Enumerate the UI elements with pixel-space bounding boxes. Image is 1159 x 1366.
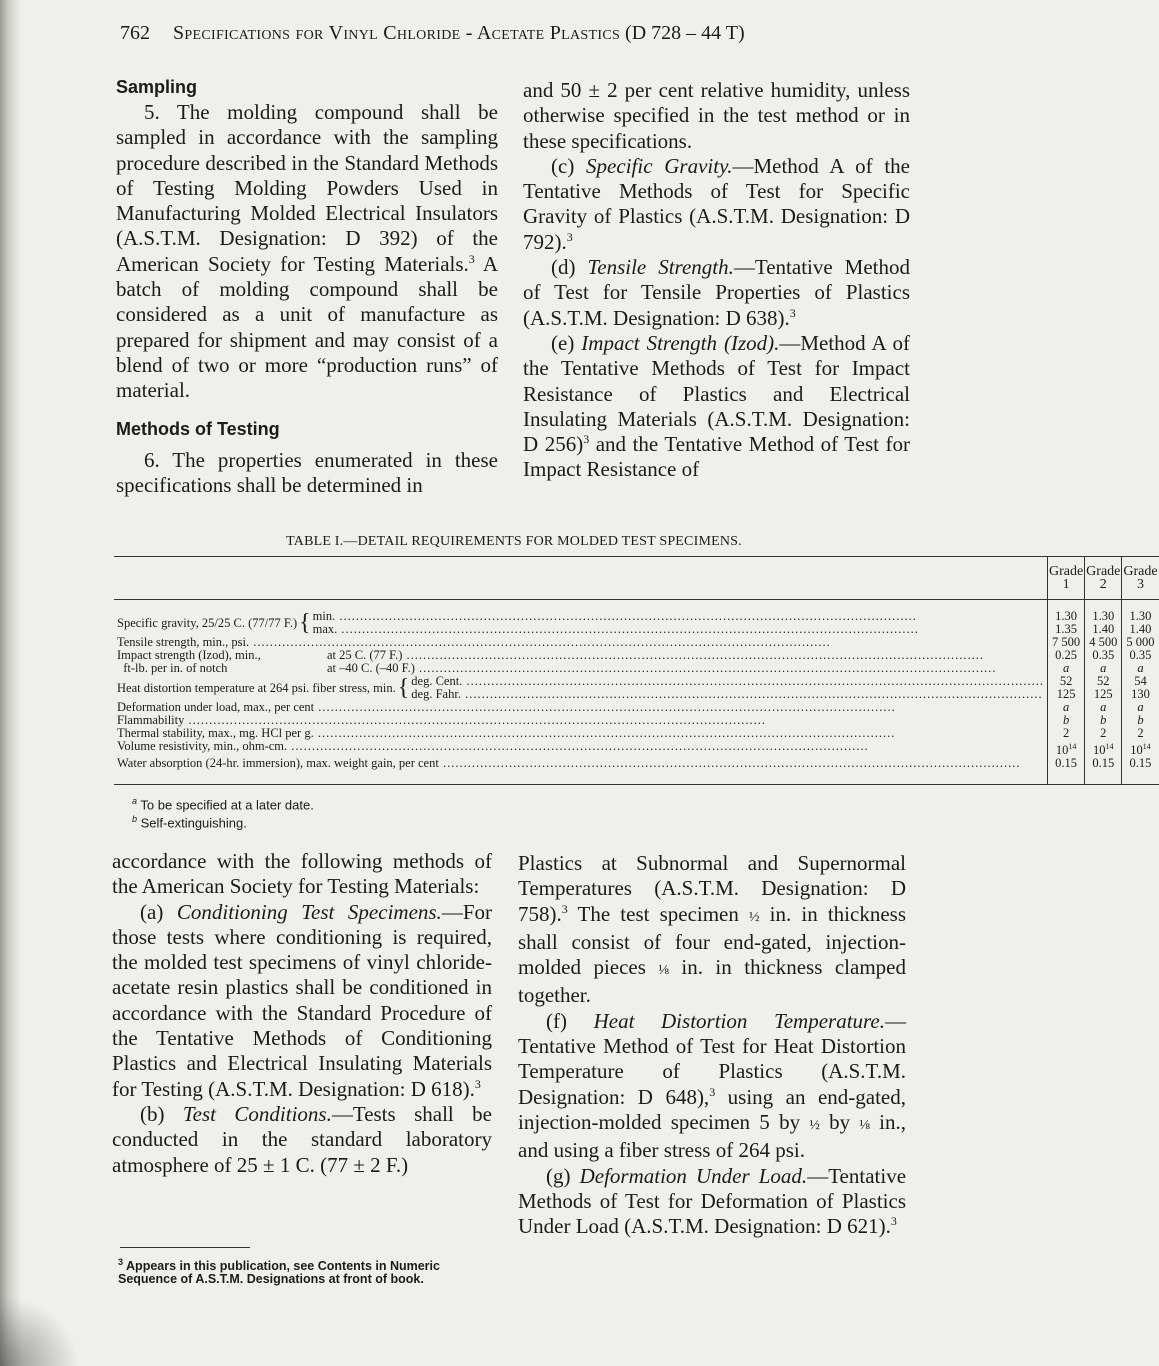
tensile-strength-paragraph: (d) Tensile Strength.—Tentative Method of Test for Tensile Properties of Plastics (A.S.T.M. Designation: D 638).$^3$	[523, 255, 911, 330]
row-label: Tensile strength, min., psi. .....	[114, 636, 1047, 649]
test-conditions-paragraph: (b) Test Conditions.—Tests shall be conducted in the standard laboratory atmosphere of 25 ± 1 C. (77 ± 2 F.)	[112, 1101, 492, 1177]
table-cell: 2	[1122, 727, 1159, 740]
header-title: Specifications for Vinyl Chloride - Acetate Plastics	[173, 22, 621, 44]
table-cell: $10^{14}$	[1047, 740, 1084, 757]
table-header-label	[114, 557, 1047, 600]
table-cell: 1.30 1.40	[1122, 600, 1159, 637]
deformation-paragraph: (g) Deformation Under Load.—Tentative Methods of Test for Deformation of Plastics Under Load (A.S.T.M. Designation: D 621).$^3$	[518, 1163, 907, 1239]
table-cell: $10^{14}$	[1085, 740, 1122, 757]
table-cell: a	[1122, 701, 1159, 714]
heat-distortion-paragraph: (f) Heat Distortion Temperature.—Tentative Method of Test for Heat Distortion Temperature of Plastics (A.S.T.M. Designation: D 648),$^3$ using an end-gated, injection-molded specimen 5 by ½ by ⅛ in., and using a fiber stress of 264 psi.	[518, 1008, 907, 1163]
table-cell: a	[1047, 701, 1084, 714]
table-header-row	[114, 557, 1159, 600]
impact-continuation-paragraph: Plastics at Subnormal and Supernormal Temperatures (A.S.T.M. Designation: D 758).$^3$ The test specimen ½ in. in thickness shall consist of four end-gated, injection-molded pieces ⅛ in. in thickness clamped together.	[518, 851, 906, 1008]
column-header-grade-1: Grade 1	[1047, 557, 1084, 600]
row-label: Flammability .....	[114, 714, 1047, 727]
specific-gravity-paragraph: (c) Specific Gravity.—Method A of the Tentative Methods of Test for Specific Gravity of Plastics (A.S.T.M. Designation: D 792).$^3$	[523, 153, 910, 254]
column-header-grade-3: Grade 3	[1122, 557, 1159, 600]
column-bottom-left	[112, 849, 492, 1178]
table-cell: 52 125	[1085, 675, 1122, 701]
table-cell: 4 500	[1085, 636, 1122, 649]
table-cell: 0.15	[1085, 757, 1122, 785]
detail-requirements-table	[114, 556, 1159, 785]
table-cell: 0.25 a	[1047, 649, 1084, 675]
table-cell: b	[1122, 714, 1159, 727]
row-label: Deformation under load, max., per cent .....	[114, 701, 1047, 714]
column-header-grade-2: Grade 2	[1085, 557, 1122, 600]
page-footnote: $^3$ Appears in this publication, see Contents in Numeric Sequence of A.S.T.M. Designations at front of book.	[118, 1257, 440, 1287]
methods-intro-paragraph: accordance with the following methods of the American Society for Testing Materials:	[112, 849, 492, 899]
table-cell: b	[1085, 714, 1122, 727]
book-binding-shadow	[0, 0, 22, 1366]
row-label: Specific gravity, 25/25 C. (77/77 F.) { min. ..... max. .....	[114, 600, 1047, 637]
table-cell: 0.15	[1122, 757, 1159, 785]
methods-paragraph: 6. The properties enumerated in these specifications shall be determined in	[116, 447, 498, 497]
table-footnote-a: $^a$ To be specified at a later date.	[132, 796, 314, 813]
table-cell: 0.35 a	[1122, 649, 1159, 675]
table-row-heat-distortion	[114, 675, 1159, 701]
running-header	[120, 22, 880, 45]
table-cell: 7 500	[1047, 636, 1084, 649]
table-cell: 1.30 1.35	[1047, 600, 1084, 637]
table-cell: 52 125	[1047, 675, 1084, 701]
table-cell: 1.30 1.40	[1085, 600, 1122, 637]
table-footnote-b: $^b$ Self-extinguishing.	[132, 814, 247, 831]
table-cell: 0.15	[1047, 757, 1084, 785]
table-cell: a	[1085, 701, 1122, 714]
row-label: Thermal stability, max., mg. HCl per g. .....	[114, 727, 1047, 740]
table-cell: 54 130	[1122, 675, 1159, 701]
sampling-paragraph: 5. The molding compound shall be sampled in accordance with the sampling procedure described in the Standard Methods of Testing Molding Powders Used in Manufacturing Molded Electrical Insulators (A.S.T.M. Designation: D 392) of the American Society for Testing Materials.$^3$ A batch of molding compound shall be considered as a unit of manufacture as prepared for shipment and may consist of a blend of two or more “production runs” of material.	[116, 100, 498, 403]
table-row-volume-resistivity	[114, 740, 1159, 757]
methods-heading: Methods of Testing	[116, 418, 280, 439]
column-top-left	[116, 74, 498, 498]
table-row-specific-gravity	[114, 600, 1159, 637]
row-label: Impact strength (Izod), min., ft-lb. per in. of notch at 25 C. (77 F.) ..... at –40 C. (–40 F.) .....	[114, 649, 1047, 675]
conditioning-paragraph: (a) Conditioning Test Specimens.—For those tests where conditioning is required, the molded test specimens of vinyl chloride-acetate resin plastics shall be conditioned in accordance with the Standard Procedure of the Tentative Methods of Conditioning Plastics and Electrical Insulating Materials for Testing (A.S.T.M. Designation: D 618).$^3$	[112, 899, 492, 1101]
table-title: TABLE I.—DETAIL REQUIREMENTS FOR MOLDED TEST SPECIMENS.	[286, 534, 742, 549]
table-cell: $10^{14}$	[1122, 740, 1159, 757]
humidity-paragraph: and 50 ± 2 per cent relative humidity, unless otherwise specified in the test method or in these specifications.	[523, 78, 910, 153]
table-cell: 0.35 a	[1085, 649, 1122, 675]
row-label: Volume resistivity, min., ohm-cm. .....	[114, 740, 1047, 757]
corner-shadow	[0, 1296, 80, 1366]
table-footnotes	[132, 794, 314, 831]
table-cell: 2	[1047, 727, 1084, 740]
column-bottom-right	[518, 851, 906, 1239]
impact-strength-paragraph: (e) Impact Strength (Izod).—Method A of the Tentative Methods of Test for Impact Resistance of Plastics and Electrical Insulating Materials (A.S.T.M. Designation: D 256)$^3$ and the Tentative Method of Test for Impact Resistance of	[523, 330, 910, 482]
row-label: Heat distortion temperature at 264 psi. fiber stress, min. { deg. Cent. ..... deg. Fahr. .....	[114, 675, 1047, 701]
page-number: 762	[120, 22, 150, 44]
table-row-impact	[114, 649, 1159, 675]
row-label: Water absorption (24-hr. immersion), max. weight gain, per cent .....	[114, 757, 1047, 785]
table-row-water-absorption	[114, 757, 1159, 785]
table-cell: 5 000	[1122, 636, 1159, 649]
footnote-divider	[120, 1247, 250, 1248]
header-designation: (D 728 – 44 T)	[625, 22, 745, 44]
table-cell: b	[1047, 714, 1084, 727]
table-cell: 2	[1085, 727, 1122, 740]
column-top-right	[523, 78, 910, 483]
sampling-heading: Sampling	[116, 77, 198, 97]
